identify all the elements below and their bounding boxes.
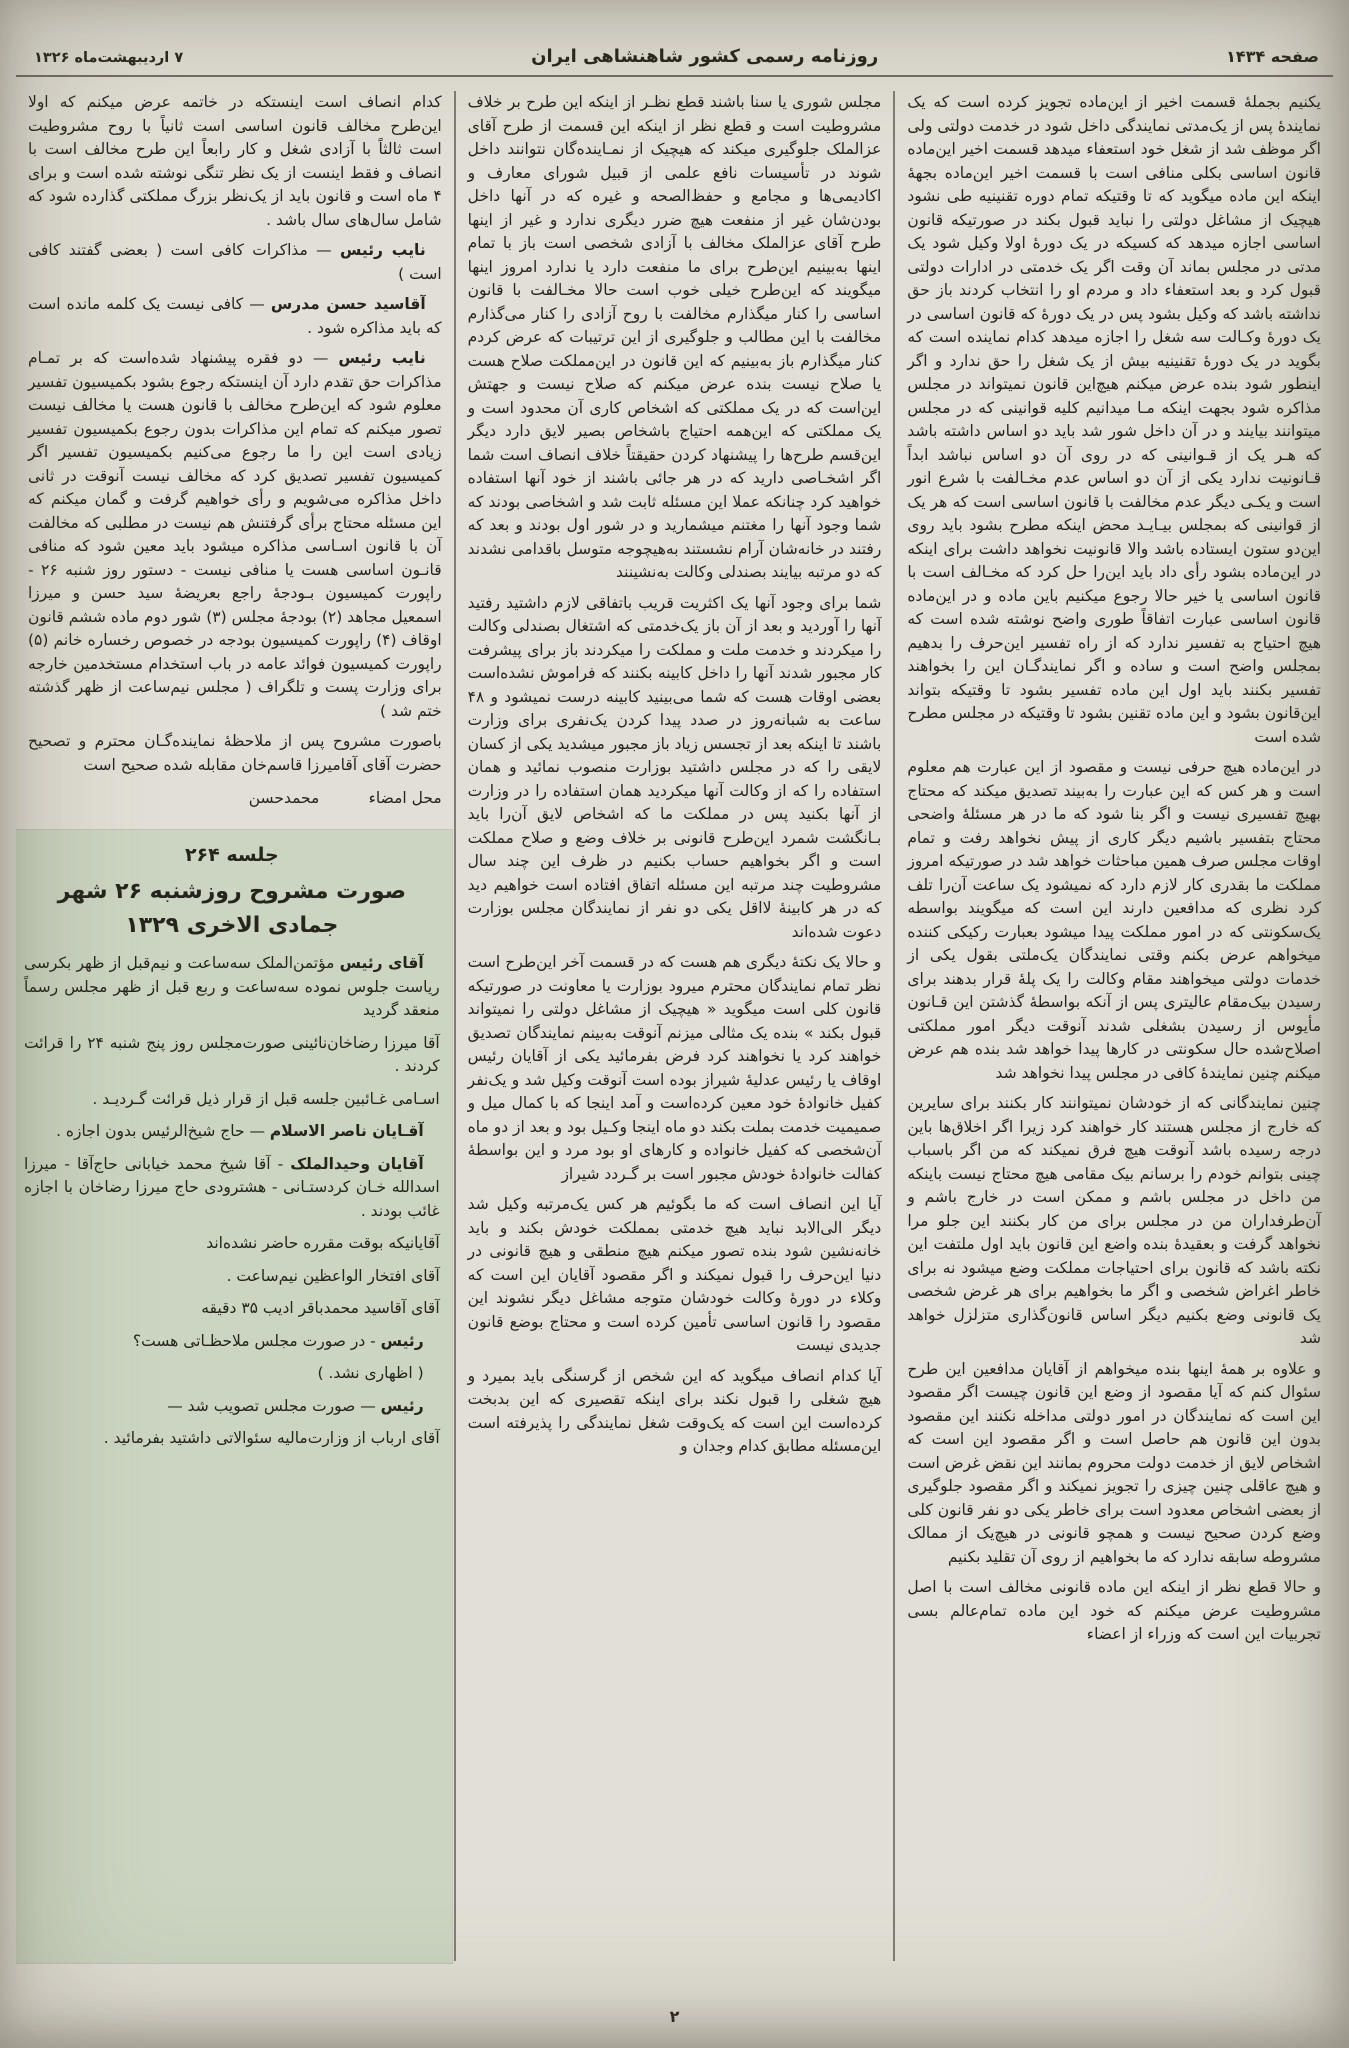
session-paragraphs <box>24 952 440 1451</box>
gazette-title: روزنامه رسمی کشور شاهنشاهی ایران <box>531 46 879 67</box>
paragraph: یکنیم بجملهٔ قسمت اخیر از این‌ماده تجویز کرده است که یک نمایندهٔ پس از یک‌مدتی نمایندگی داخل شود در خدمت دولتی ولی اگر موظف شد از شغل خود استعفاء میدهد قسمت اخیر این‌ماده قانون اساسی بکلی منافی است با قسمت اخیر این‌ماده بجههٔ اینکه این ماده میگوید که تا وقتیکه تمام دوره تقنینیه طی نشود هیچیک از مشاغل دولتی را نباید قبول بکند در صورتیکه قانون اساسی اجازه میدهد که کسیکه در یک دورهٔ اولا وکیل شود یک مدتی در مجلس بماند آن وقت اگر یک خدمتی در ادارات دولتی قبول کرد و بعد استعفاء داد و مردم او را انتخاب کردند باز حق نداشته باشد که وکیل بشود پس در یک دورهٔ که قانون اساسی در یک دورهٔ وکـالت سه شغل را اجازه میدهد کدام نماینده است که بگوید در یک دورهٔ تقنینیه بیش از یک شغل را حق ندارد و اگر اینطور شود بنده عرض میکنم هیچ‌این قانون نمیتواند در مجلس مذاکره شود بجهت اینکه مـا میدانیم کلیه قوانینی که در مجلس میتوانند بیایند و در آن داخل شور شد باید دو اساس داشته باشد که هـر یک از قـوانینی که در روی آن دو اساس نباشد ابداً قـانونیت ندارد یکی از آن دو اساس عدم مخـالفت با شرع انور است و یکـی دیگر عدم مخالفت با قانون اساسی است که هر یک از قوانینی که بمجلس بیـایـد محض اینکه مطرح بشود باید روی این‌دو ستون ایستاده باشد والا قانونیت نخواهد داشت برای اینکه در این‌ماده بشود رأی داد باید این‌را حل کرد که مخـالف است با قانون اساسی یا خیر حالا رجوع میکنیم باین ماده و در این‌ماده قانون اساسی عبارت اتفاقاً طوری واضح نوشته شده است که هیچ احتیاج به تفسیر ندارد که از راه تفسیر این‌حرف را بدهیم بمجلس واضح است و ساده و اگر نمایندگـان این را بخواهند تفسیر بکنند باید اول این ماده تفسیر بشود تا وقتیکه بتواند این‌قانون بشود و این ماده تقنین بشود تا وقتیکه در مجلس مطرح شده است <box>907 93 1321 746</box>
column-divider-left <box>454 91 456 1961</box>
paragraph: ( اظهاری نشد. ) <box>317 1364 424 1383</box>
speaker-name: آقای رئیس <box>339 954 424 973</box>
speech-paragraph: نایب رئیس — دو فقره پیشنهاد شده‌است که بر تمـام مذاکرات حق تقدم دارد آن اینستکه رجوع بشود بکمیسیون تفسیر معلوم شود که این‌طرح مخالف با قانون هست یا مخالف نیست تصور میکنم که تمام این مذاکرات بدون رجوع بکمیسیون تفسیر زیادی است این را ما رجوع می‌کنیم بکمیسیون تفسیر اگر کمیسیون تفسیر تصدیق کرد که مخالف نیست آنوقت در ثانی داخل مذاکره می‌شویم و رأی خواهیم گرفت و گمان میکنم که این مسئله محتاج برأی گرفتنش هم نیست در مطلبی که مخالفت آن با قانون اسـاسی مذاکره میشود باید معین شود که منافی قانـون اساسی هست یا منافی نیست - دستور روز شنبه ۲۶ - راپورت کمیسیون بـودجهٔ راجع بعریضهٔ سید حسن و میرزا اسمعیل مجاهد (۲) بودجهٔ مجلس (۳) شور دوم ماده ششم قانون اوقاف (۴) راپورت کمیسیون بودجه در خصوص رخساره خانم (۵) راپورت کمیسیون فوائد عامه در باب استخدام مستخدمین خارجه برای وزارت پست و تلگراف ( مجلس نیم‌ساعت از ظهر گذشته ختم شد ) <box>27 349 442 720</box>
paragraph: چنین نمایندگانی که از خودشان نمیتوانند کار بکنند برای سایرین که خارج از مجلس هستند کار خواهند کرد زیرا اگر اخلاق‌ها باین درجه رسیده باشد آنوقت هیچ فرق نمیکند که من اگر باسباب چینی بتوانم خودم را برسانم بیک مقامی هیچ محتاج نیست باینکه من داخل در مجلس باشم و ممکن است در خارج باشم و آن‌طرفداران من در مجلس برای من کار بکنند این جلو مرا نخواهد گرفت و بعقیدهٔ بنده واضع این قانون باید اول ملتفت این نکته باشد که قانون برای احتیاجات مملکت وضع میشود نه برای خاطر اغراض شخصی و اگر ما بخواهیم برای هر غرض شخصی یک قانونی وضع بکنیم دیگر اساس قانون‌گذاری متزلزل خواهد شد <box>907 1094 1321 1347</box>
paragraph: شما برای وجود آنها یک اکثریت قریب باتفاقی لازم داشتید رفتید آنها را آوردید و بعد از آن باز یک‌خدمتی که اشتغال بصندلی وکالت را میکردند و خدمت ملت و مملکت را میکردند باز برای پیشرفت کار مجبور شدند آنها را داخل کابینه بکنند که فراموش نشده‌است بعضی اوقات هست که شما می‌بینید کابینه درست نمیشود و ۴۸ ساعت به شبانه‌روز در صدد پیدا کردن یک‌نفری برای وزارت باشند تا اینکه بعد از تجسس زیاد باز مجبور میشدید یکی از کسان لایقی را که در مجلس داشتید بوزارت منصوب نمائید و همان استفاده را که از وکالت آنها میکردید همان استفاده را در وزارت از آنها بکنید پس در مملکت ما که اشخاص لایق آن‌را باید بـانگشت شمرد این‌طرح قانونی بر خلاف وضع و صلاح مملکت است و اگر بخواهیم حساب بکنیم در ظرف این چند سال مشروطیت چند مرتبه این مسئله اتفاق افتاده است خواهیم دید که در هر کابینهٔ لااقل یکی دو نفر از نمایندگان مجلس بوزارت دعوت شده‌اند <box>467 593 882 941</box>
paragraph: آقای ارباب از وزارت‌مالیه سئوالاتی داشتید بفرمائید . <box>103 1429 440 1448</box>
paragraph: آقا میرزا رضاخان‌نائینی صورت‌مجلس روز پنج شنبه ۲۴ را قرائت کردند . <box>23 1033 440 1076</box>
session-title-line1: صورت مشروح روزشنبه ۲۶ شهر <box>57 879 406 904</box>
column-middle <box>456 89 894 1979</box>
paragraph: آقای آقاسید محمدباقر ادیب ۳۵ دقیقه <box>201 1299 440 1318</box>
speech-paragraph: رئیس — صورت مجلس تصویب شد — <box>167 1396 424 1415</box>
paragraph: کدام انصاف است اینستکه در خاتمه عرض میکنم که اولا این‌طرح مخالف قانون اساسی است ثانیاً با روح مشروطیت است ثالثاً با آزادی شغل و کار رابعاً این طرح مخالف است با انصاف و فقط اینست از یک نظر تنگی نوشته شده است و برای ۴ ماه است و قانون باید از یک‌نظر بزرگ مملکتی گذارده شود که شامل سال‌های سال باشد . <box>27 93 442 229</box>
page-number-label: صفحه ۱۴۳۴ <box>1226 47 1319 66</box>
speaker-name: آقایان وحیدالملک <box>290 1154 424 1173</box>
header-divider <box>16 75 1333 77</box>
footer-page-number: ۲ <box>669 2007 680 2026</box>
paragraph: مجلس شوری یا سنا باشند قطع نظـر از اینکه این طرح بر خلاف مشروطیت است و قطع نظر از اینکه این قسمت از طرح آقای عزالملک جلوگیری میکند که هیچیک از نمـاینده‌گان نتوانند داخل شوند در تأسیسات نافع علمی از قبیل شورای معارف و اکادیمی‌ها و مجامع و حفظ‌الصحه و غیره که در آنها داخل بودن‌شان غیر از منفعت هیچ ضرر دیگری ندارد و غیر از اینها طرح آقای عزالملک مخالف با آزادی شخصی است باز با تمام اینها به‌بینیم این‌طرح برای ما منفعت دارد یا ندارد امروز اینها میگویند که این‌طرح خیلی خوب است حالا مخـالفت با قانون اساسی را کنار میگذارم مخالفت با روح آزادی را کنار می‌گذارم مخالفت با این مطالب و جلوگیری از این ترتیبات که عرض کردم کنار میگذارم باز به‌بینیم که این قانون در این‌مملکت صلاح هست یا صلاح نیست بنده عرض میکنم که صلاح نیست و جهتش این‌است که در یک مملکتی که اشخاص کاری آن محدود است و یک مملکتی که این‌همه احتیاج باشخاص بصیر لایق دارد دیگر این‌قسم طرح‌ها را پیشنهاد کردن حقیقتاً خلاف انصاف است شما اگر اشخـاصی دارید که در هر جائی باشند از خود آنها استفاده خواهید کرد چنانکه عملا این مسئله ثابت شد و اشخاصی بودند که شما وجود آنها را مغتنم میشمارید و در شور اول بودند و بعد که رفتند در خانه‌شان آرام نشستند به‌هیچوجه متوسل باقدامی نشدند که دو مرتبه بیایند بصندلی وکالت به‌نشینند <box>467 93 882 581</box>
speech-paragraph: نایب رئیس — مذاکرات کافی است ( بعضی گفتند کافی است ) <box>27 241 442 283</box>
paragraph: در این‌ماده هیچ حرفی نیست و مقصود از این عبارت هم معلوم است و هر کس که این عبارت را به‌بیند تصدیق میکند که محتاج بهیچ تفسیری نیست و اگر بنا شود که ما در هر مسئلهٔ واضحی محتاج بتفسیر باشیم دیگر کاری از پیش نخواهد رفت و تمام اوقات مجلس صرف همین مباحثات خواهد شد در صورتیکه امروز مملکت ما بقدری کار لازم دارد که نمیشود یک ساعت آن‌را تلف کرد نظری که مدافعین دارند این است که میگویند بواسطه یک‌سکونتی که در امور مملکت پیدا میشود بعبارت رکیکی کننده میخواهم عرض بکنم وقتی نمایندگان یک‌ملتی بقول یکی از خدمات دولتی میخواهند مقام وکالت را یک پلهٔ قرار بدهند برای رسیدن بیک‌مقام عالیتری پس از آنکه بواسطهٔ گذشتن این قـانون مأیوس از رسیدن بشغلی شدند آنوقت دیگر امور مملکتی اصلاح‌شده حال سکونتی در کارها پیدا خواهد شد بنده هم عرض میکنم چنین نمایندهٔ کافی در مجلس پیدا نخواهد شد <box>907 758 1321 1082</box>
paragraph: باصورت مشروح پس از ملاحظهٔ نماینده‌گـان محترم و تصحیح حضرت آقای آقامیرزا قاسم‌خان مقابله شده صحیح است <box>27 732 442 774</box>
speaker-name: آقـایان ناصر الاسلام <box>269 1122 424 1141</box>
speaker-name: رئیس <box>380 1396 424 1415</box>
speech-paragraph: آقایان وحیدالملک - آقا شیخ محمد خیابانی حاج‌آقا - میرزا اسدالله خـان کردستـانی - هشترودی حاج میرزا رضاخان با اجازه غائب بودند . <box>23 1154 440 1220</box>
column-right <box>895 89 1333 1979</box>
paragraph: آقایانیکه بوقت مقرره حاضر نشده‌اند <box>206 1234 440 1253</box>
paragraph: و علاوه بر همهٔ اینها بنده میخواهم از آقایان مدافعین این طرح سئوال کنم که آیا مقصود از وضع این قانون چیست اگر مقصود این است که نمایندگان در امور دولتی مداخله نکنند این مقصود بدون این قانون هم حاصل است و اگر مقصود این است که اشخاص لایق از خدمت دولت محروم بمانند این نقض غرض است و هیچ عاقلی چنین چیزی را تجویز نمیکند و اگر مقصود جلوگیری از بعضی اشخاص معدود است برای خاطر یکی دو نفر قانون کلی وضع کردن صحیح نیست و همچو قانونی در هیچ‌یک از ممالک مشروطه سابقه ندارد که ما بخواهیم از روی آن تقلید بکنیم <box>907 1359 1321 1566</box>
paragraph: آیا این انصاف است که ما بگوئیم هر کس یک‌مرتبه وکیل شد دیگر الی‌الابد نباید هیچ خدمتی بمملکت خودش بکند و باید خانه‌نشین شود بنده تصور میکنم هیچ منطقی و هیچ قانونی در دنیا این‌حرف را قبول نمیکند و اگر مقصود آقایان این است که وکلاء در دورهٔ وکالت خودشان متوجه مشاغل دیگر نشوند این مقصود را قانون اساسی تأمین کرده است و محتاج بوضع قانون جدیدی نیست <box>467 1195 882 1354</box>
speaker-name: آقاسید حسن مدرس <box>270 295 426 313</box>
left-column-text <box>28 91 442 818</box>
session-title-line2: جمادی الاخری ۱۳۲۹ <box>125 912 339 938</box>
speaker-name: نایب رئیس <box>338 349 426 367</box>
speech-paragraph: رئیس - در صورت مجلس ملاحظـاتی هست؟ <box>132 1331 424 1350</box>
column-divider-right <box>893 91 895 1961</box>
speaker-name: نایب رئیس <box>340 241 426 259</box>
issue-date: ۷ اردیبهشت‌ماه ۱۳۲۶ <box>34 50 184 66</box>
paragraph: اسـامی غـائبین جلسه قبل از قرار ذیل قرائت گـردیـد . <box>92 1089 440 1108</box>
paragraph: آقای افتخار الواعظین نیم‌ساعت . <box>226 1266 440 1285</box>
speech-paragraph: آقاسید حسن مدرس — کافی نیست یک کلمه مانده است که باید مذاکره شود . <box>27 295 442 337</box>
paragraph: آیا کدام انصاف میگوید که این شخص از گرسنگی باید بمیرد و هیچ شغلی را قبول نکند برای اینکه تقصیری که این بدبخت کرده‌است این است که یک‌وقت شغل نمایندگی را پذیرفته است این‌مسئله مطابق کدام وجدان و <box>467 1366 882 1455</box>
speaker-name: رئیس <box>380 1331 424 1350</box>
text-columns <box>0 77 1349 1979</box>
session-minutes-block <box>16 830 452 1964</box>
speech-paragraph: آقـایان ناصر الاسلام — حاج شیخ‌الرئیس بدون اجازه . <box>56 1122 424 1141</box>
session-number-heading: جلسه ۲۶۴ <box>184 843 279 866</box>
paragraph: محل امضاء محمدحسن <box>248 789 442 807</box>
paragraph: و حالا یک نکتهٔ دیگری هم هست که در قسمت آخر این‌طرح است نظر تمام نمایندگان محترم میرود بوزارت یا معاونت در صورتیکه قانون کلی است میگوید « هیچیک از مشاغل دولتی را نمیتواند قبول بکند » بنده یک مثالی میزنم آنوقت به‌بینم نمایندگان تصدیق خواهند کرد یا نخواهند کرد فرض بفرمائید یکی از آقایان رئیس اوقاف یا رئیس عدلیهٔ شیراز بوده است آنوقت وکیل شد و یک‌نفر کفیل خانوادهٔ خود معین کرده‌است و آمد اینجا که با کمال میل و صمیمیت خدمت بملت بکند دو ماه اینجا وکـیل بود و بعد از دو ماه آن‌شخصی که کفیل خانواده و کارهای او بود مرد و این بواسطهٔ کفالت خانوادهٔ خودش مجبور است بر گـردد شیراز <box>467 953 882 1183</box>
speech-paragraph: آقای رئیس مؤتمن‌الملک سه‌ساعت و نیم‌قبل از ظهر بکرسی ریاست جلوس نموده سه‌ساعت و ربع قبل از ظهر مجلس رسماً منعقد گردید <box>23 954 440 1020</box>
column-left <box>16 89 454 1979</box>
paragraph: و حالا قطع نظر از اینکه این ماده قانونی مخالف است با اصل مشروطیت عرض میکنم که خود این ماده تمام‌عالم بسی تجربیات این است که وزراء از اعضاء <box>907 1578 1321 1643</box>
page-header <box>0 0 1349 75</box>
